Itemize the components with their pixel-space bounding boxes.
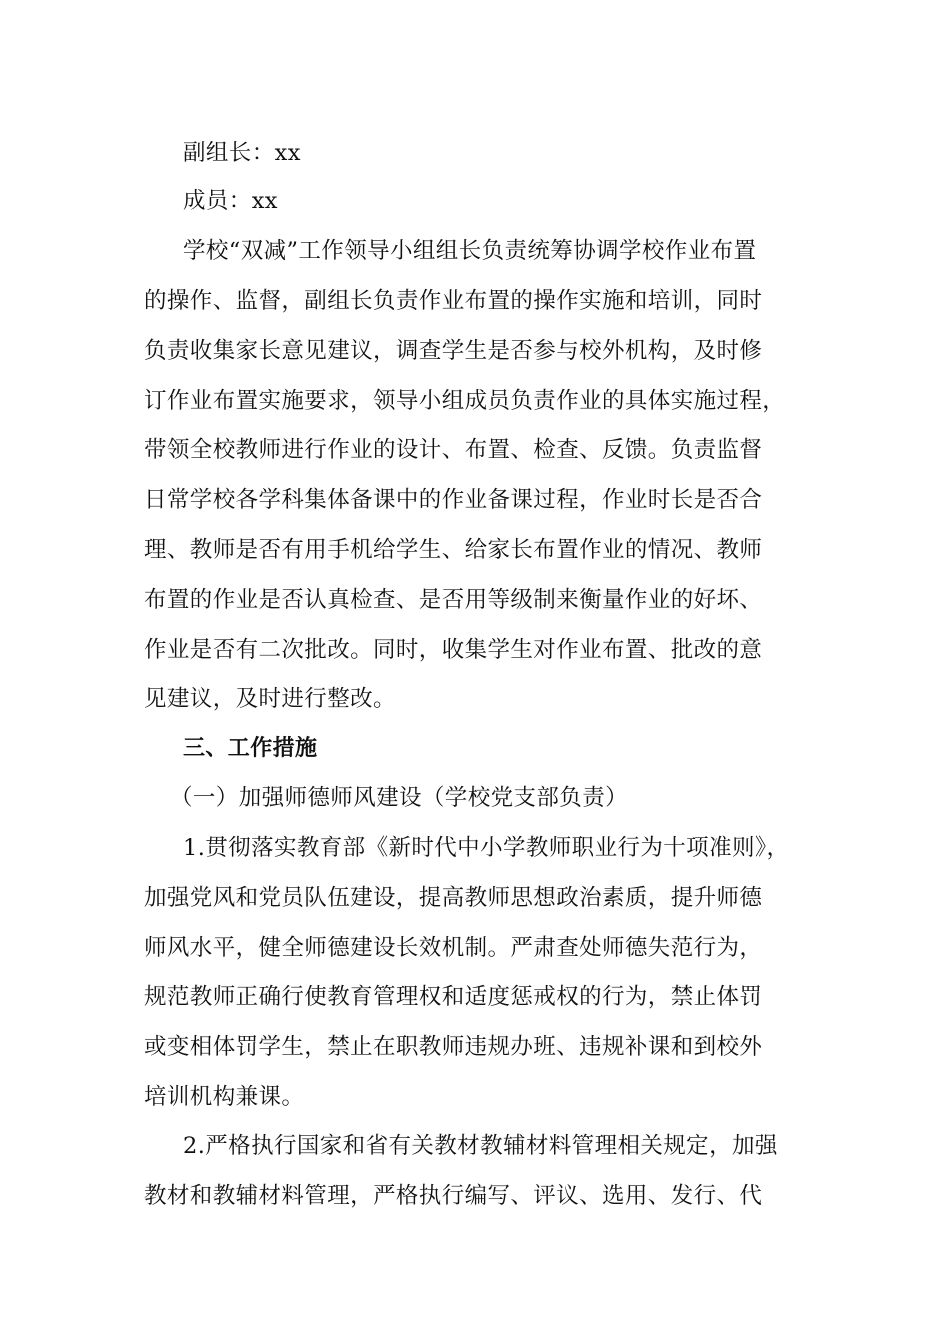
paragraph-line: 规范教师正确行使教育管理权和适度惩戒权的行为，禁止体罚	[144, 984, 763, 1010]
paragraph-line: 订作业布置实施要求，领导小组成员负责作业的具体实施过程，	[144, 388, 786, 414]
paragraph-line: 日常学校各学科集体备课中的作业备课过程，作业时长是否合	[144, 487, 763, 513]
paragraph-line: 负责收集家长意见建议，调查学生是否参与校外机构，及时修	[144, 338, 763, 364]
paragraph-line: 教材和教辅材料管理，严格执行编写、评议、选用、发行、代	[144, 1183, 763, 1209]
paragraph-line: 培训机构兼课。	[144, 1084, 305, 1110]
subsection-heading: （一）加强师德师风建设（学校党支部负责）	[170, 785, 629, 811]
paragraph-line: 的操作、监督，副组长负责作业布置的操作实施和培训，同时	[144, 288, 763, 314]
paragraph-line: 2.严格执行国家和省有关教材教辅材料管理相关规定，加强	[183, 1133, 778, 1159]
paragraph-line: 见建议，及时进行整改。	[144, 686, 396, 712]
members-line: 成员：xx	[183, 188, 278, 214]
paragraph-line: 带领全校教师进行作业的设计、布置、检查、反馈。负责监督	[144, 437, 763, 463]
paragraph-line: 1.贯彻落实教育部《新时代中小学教师职业行为十项准则》，	[183, 835, 790, 861]
section-heading: 三、工作措施	[183, 736, 318, 761]
paragraph-line: 或变相体罚学生，禁止在职教师违规办班、违规补课和到校外	[144, 1034, 763, 1060]
paragraph-line: 布置的作业是否认真检查、是否用等级制来衡量作业的好坏、	[144, 587, 763, 613]
paragraph-line: 加强党风和党员队伍建设，提高教师思想政治素质，提升师德	[144, 885, 763, 911]
paragraph-line: 作业是否有二次批改。同时，收集学生对作业布置、批改的意	[144, 637, 763, 663]
paragraph-line: 学校“双减”工作领导小组组长负责统筹协调学校作业布置	[183, 238, 757, 264]
deputy-leader-line: 副组长：xx	[183, 140, 301, 166]
paragraph-line: 理、教师是否有用手机给学生、给家长布置作业的情况、教师	[144, 537, 763, 563]
paragraph-line: 师风水平，健全师德建设长效机制。严肃查处师德失范行为，	[144, 935, 763, 961]
